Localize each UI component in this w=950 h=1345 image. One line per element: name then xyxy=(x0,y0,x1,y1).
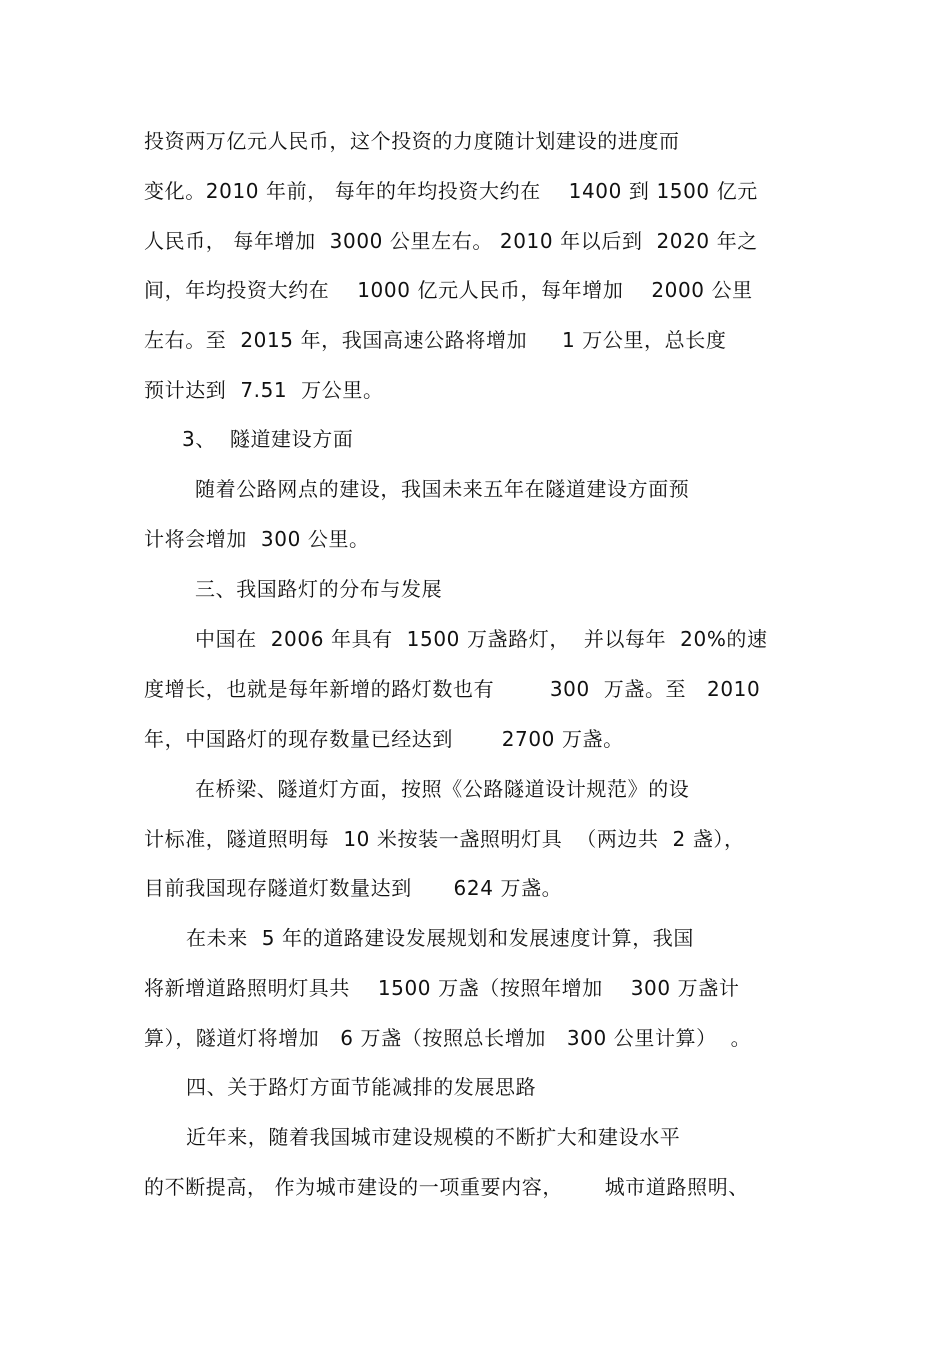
text-line-13: 年，中国路灯的现存数量已经达到 2700 万盏。 xyxy=(144,727,624,751)
section-heading-streetlights: 三、我国路灯的分布与发展 xyxy=(195,577,443,601)
text-line-22: 的不断提高， 作为城市建设的一项重要内容， 城市道路照明、 xyxy=(144,1175,749,1199)
text-line-21: 近年来，随着我国城市建设规模的不断扩大和建设水平 xyxy=(186,1125,681,1149)
text-line-14: 在桥梁、隧道灯方面，按照《公路隧道设计规范》的设 xyxy=(195,777,690,801)
text-line-5: 左右。至 2015 年，我国高速公路将增加 1 万公里，总长度 xyxy=(144,328,727,352)
text-line-3: 人民币， 每年增加 3000 公里左右。 2010 年以后到 2020 年之 xyxy=(144,229,758,253)
text-line-11: 中国在 2006 年具有 1500 万盏路灯， 并以每年 20%的速 xyxy=(195,627,768,651)
text-line-18: 将新增道路照明灯具共 1500 万盏（按照年增加 300 万盏计 xyxy=(144,976,740,1000)
text-line-16: 目前我国现存隧道灯数量达到 624 万盏。 xyxy=(144,876,563,900)
text-line-6: 预计达到 7.51 万公里。 xyxy=(144,378,384,402)
text-line-15: 计标准，隧道照明每 10 米按装一盏照明灯具 （两边共 2 盏）， xyxy=(144,827,745,851)
section-heading-tunnels: 3、 隧道建设方面 xyxy=(182,427,354,451)
text-line-17: 在未来 5 年的道路建设发展规划和发展速度计算，我国 xyxy=(186,926,694,950)
text-line-2: 变化。2010 年前， 每年的年均投资大约在 1400 到 1500 亿元 xyxy=(144,179,758,203)
text-line-12: 度增长，也就是每年新增的路灯数也有 300 万盏。至 2010 xyxy=(144,677,761,701)
text-line-1: 投资两万亿元人民币，这个投资的力度随计划建设的进度而 xyxy=(144,129,680,153)
text-line-4: 间，年均投资大约在 1000 亿元人民币，每年增加 2000 公里 xyxy=(144,278,753,302)
text-line-19: 算），隧道灯将增加 6 万盏（按照总长增加 300 公里计算） 。 xyxy=(144,1026,752,1050)
text-line-9: 计将会增加 300 公里。 xyxy=(144,527,370,551)
section-heading-energy-saving: 四、关于路灯方面节能减排的发展思路 xyxy=(186,1075,537,1099)
text-line-8: 随着公路网点的建设，我国未来五年在隧道建设方面预 xyxy=(195,477,690,501)
